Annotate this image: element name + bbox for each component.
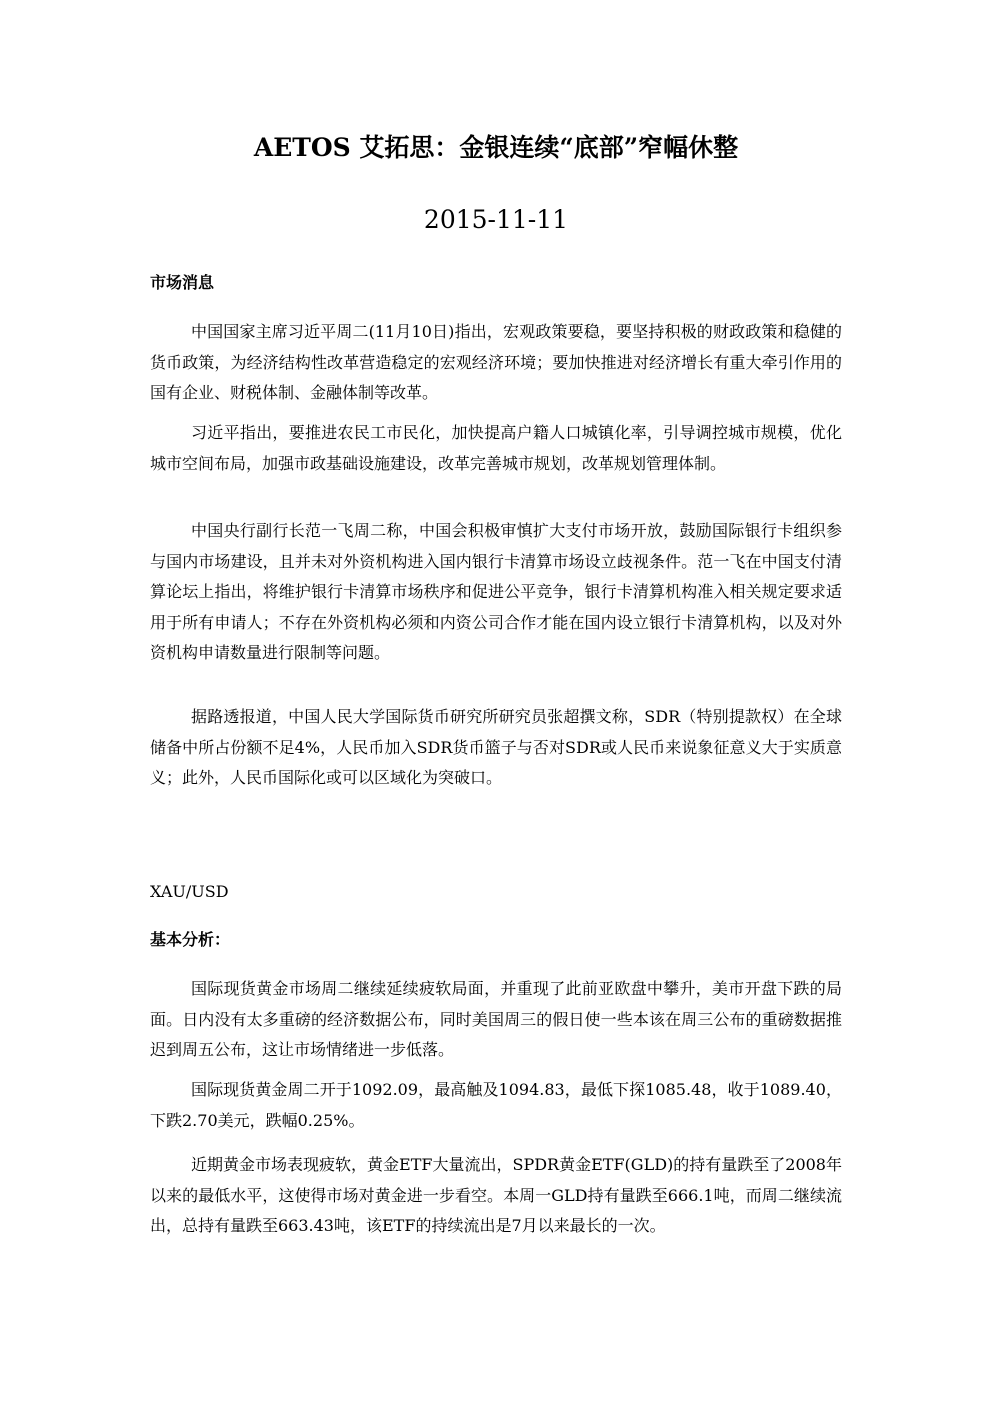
paragraph: 中国国家主席习近平周二(11月10日)指出，宏观政策要稳，要坚持积极的财政政策和稳健的货币政策，为经济结构性改革营造稳定的宏观经济环境；要加快推进对经济增长有重大牵引作用的国有企业、财税体制、金融体制等改革。 — [150, 322, 842, 402]
document-title: AETOS 艾拓思：金银连续“底部”窄幅休整 — [253, 133, 739, 162]
paragraph: 国际现货黄金市场周二继续延续疲软局面，并重现了此前亚欧盘中攀升，美市开盘下跌的局面。日内没有太多重磅的经济数据公布，同时美国周三的假日使一些本该在周三公布的重磅数据推迟到周五公布，这让市场情绪进一步低落。 — [150, 979, 842, 1059]
instrument-label: XAU/USD — [150, 882, 229, 901]
section-heading-fundamental: 基本分析： — [150, 930, 231, 949]
paragraph: 据路透报道，中国人民大学国际货币研究所研究员张超撰文称，SDR（特别提款权）在全球储备中所占份额不足4%，人民币加入SDR货币篮子与否对SDR或人民币来说象征意义大于实质意义；此外，人民币国际化或可以区域化为突破口。 — [150, 707, 842, 787]
document-date: 2015-11-11 — [423, 205, 569, 234]
paragraph: 近期黄金市场表现疲软，黄金ETF大量流出，SPDR黄金ETF(GLD)的持有量跌至了2008年以来的最低水平，这使得市场对黄金进一步看空。本周一GLD持有量跌至666.1吨，而周二继续流出，总持有量跌至663.43吨，该ETF的持续流出是7月以来最长的一次。 — [150, 1155, 842, 1235]
paragraph: 国际现货黄金周二开于1092.09，最高触及1094.83，最低下探1085.48，收于1089.40，下跌2.70美元，跌幅0.25%。 — [150, 1080, 842, 1130]
paragraph: 习近平指出，要推进农民工市民化，加快提高户籍人口城镇化率，引导调控城市规模，优化城市空间布局，加强市政基础设施建设，改革完善城市规划，改革规划管理体制。 — [150, 423, 842, 473]
paragraph: 中国央行副行长范一飞周二称，中国会积极审慎扩大支付市场开放，鼓励国际银行卡组织参与国内市场建设，且并未对外资机构进入国内银行卡清算市场设立歧视条件。范一飞在中国支付清算论坛上指出，将维护银行卡清算市场秩序和促进公平竞争，银行卡清算机构准入相关规定要求适用于所有申请人；不存在外资机构必须和内资公司合作才能在国内设立银行卡清算机构，以及对外资机构申请数量进行限制等问题。 — [150, 521, 842, 662]
section-heading-market-news: 市场消息 — [150, 273, 215, 292]
